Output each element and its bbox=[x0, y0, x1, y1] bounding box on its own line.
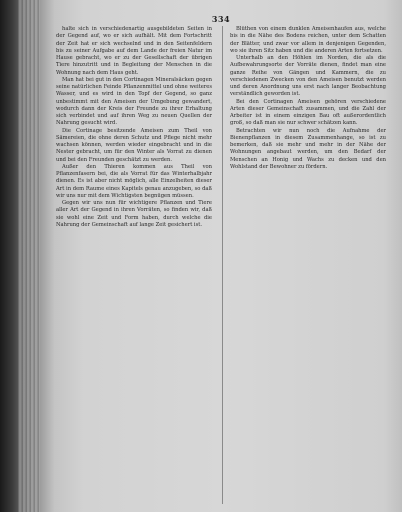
left-paragraph-1: halte sich in verschiedenartig ausgebildeten Seiten in der Gegend auf, wo er sich aufhält. Mit dem Fortschritt der Zeit hat er sich wechselnd und in den Seitenfeldern bis zu seiner Aufgabe auf dem Lande der freien Natur im Hause gebracht, wo er zu der Gesellschaft der übrigen Tiere hinzutritt und in Begleitung der Menschen in die Wohnung nach dem Haus geht. bbox=[56, 26, 212, 76]
right-paragraph-1: Blüthen von einem dunklen Ameisenhaufen aus, welche bis in die Nähe des Bodens reichen, unter dem Schatten der Blätter, und zwar vor allem in denjenigen Gegenden, wo sie ihren Sitz haben und die anderen Arten fortsetzen. bbox=[230, 26, 386, 54]
left-paragraph-4: Außer den Thieren kommen aus Theil von Pflanzenfasern bei, die als Vorrat für das Winterhalbjahr dienen. Es ist aber nicht möglich, alle Einzelheiten dieser Art in dem Raume eines Kapitels genau anzugeben, so daß wir uns nur mit dem Wichtigsten begnügen müssen. bbox=[56, 163, 212, 199]
right-paragraph-3: Bei den Cortinagen Ameisen gehören verschiedene Arten dieser Gemeinschaft zusammen, und die Zahl der Arbeiter ist in einem einzigen Bau oft außerordentlich groß, so daß man sie nur schwer schätzen kann. bbox=[230, 98, 386, 127]
left-paragraph-3: Die Cortinage besitzende Ameisen zum Theil von Sämereien, die ohne deren Schutz und Pflege nicht mehr wachsen können, werden wieder eingebracht und in die Nester gebracht, um für den Winter als Vorrat zu dienen und bei den Freunden geschätzt zu werden. bbox=[56, 127, 212, 163]
right-paragraph-4: Betrachten wir nun noch die Aufnahme der Bienenpflanzen in diesem Zusammenhange, so ist zu bemerken, daß sie mehr und mehr in der Nähe der Wohnungen angebaut werden, um den Bedarf der Menschen an Honig und Wachs zu decken und den Wohlstand der Bewohner zu fördern. bbox=[230, 127, 386, 170]
left-column bbox=[56, 26, 212, 506]
page-number: 334 bbox=[211, 14, 231, 24]
page-sheet bbox=[40, 0, 402, 512]
left-paragraph-2: Man hat bei gut in den Cortinagen Mineralsäcken gegen seine natürlichen Feinde Pflanzenmittel und ohne weiteres Wasser, und es wird in den Topf der Gegend, so ganz unbestimmt mit den Ameisen der Umgebung gewandert, wodurch dann der Kreis der Freunde zu ihrer Erhaltung sich verbindet und auf ihren Weg zu neuen Quellen der Nahrung gesucht wird. bbox=[56, 76, 212, 127]
column-divider bbox=[222, 26, 223, 504]
right-column bbox=[230, 26, 386, 506]
right-paragraph-2: Unterhalb an den Höhlen im Norden, die als die Aufbewahrungsorte der Vorräte dienen, findet man eine ganze Reihe von Gängen und Kammern, die zu verschiedenen Zwecken von den Ameisen benutzt werden und deren Anordnung uns erst nach langer Beobachtung verständlich geworden ist. bbox=[230, 55, 386, 98]
left-paragraph-5: Gegen wir uns nun für wichtigere Pflanzen und Tiere aller Art der Gegend in ihren Vorräten, so finden wir, daß sie wohl eine Zeit und Form haben, durch welche die Nahrung der Gemeinschaft auf lange Zeit gesichert ist. bbox=[56, 200, 212, 228]
